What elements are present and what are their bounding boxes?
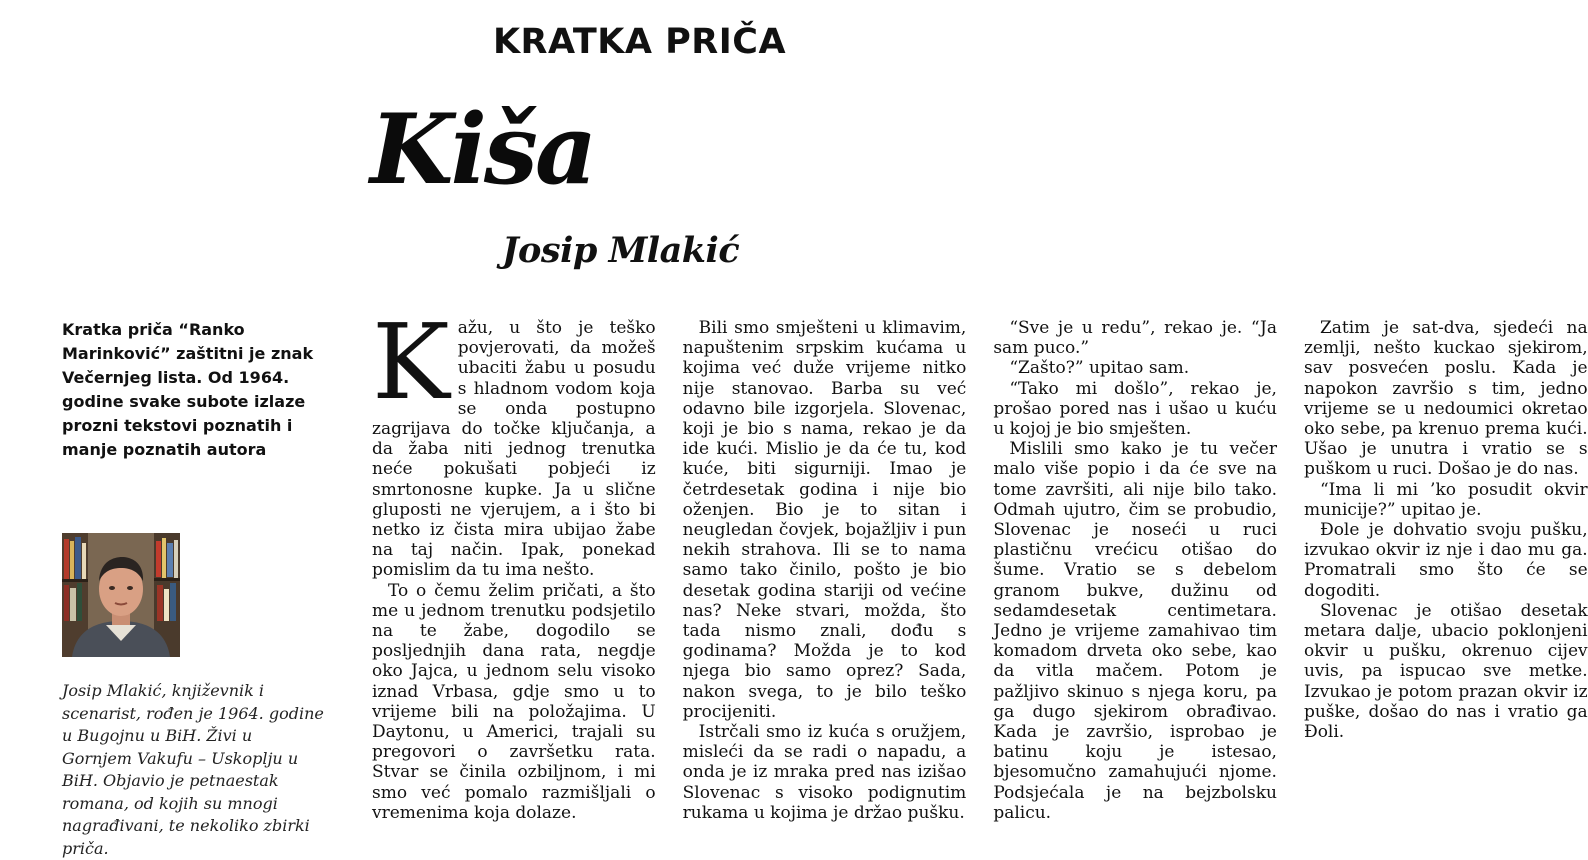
story-title: Kiša	[370, 93, 595, 206]
author-photo	[62, 533, 180, 657]
article-paragraph: Đole je dohvatio svoju pušku, izvukao okvir iz nje i dao mu ga. Promatrali smo što će se dogoditi.	[1303, 520, 1588, 601]
article-paragraph: Zatim je sat-dva, sjedeći na zemlji, nešto kuckao sjekirom, sav posvećen poslu. Kada je napokon završio s tim, jedno vrijeme se u nedoumici okretao oko sebe, pa krenuo prema kući. Ušao je unutra i vratio se s puškom u ruci. Došao je do nas.	[1303, 318, 1588, 480]
article-paragraph: “Tako mi došlo”, rekao je, prošao pored nas i ušao u kuću u kojoj je bio smješten.	[993, 378, 1277, 440]
article-body	[372, 301, 1588, 853]
article-paragraph: Bili smo smješteni u klimavim, napuštenim srpskim kućama u kojima već duže vrijeme nitko nije stanovao. Barba su već odavno bile izgorjela. Slovenac, koji je bio s nama, rekao je da ide kući. Mislio je da će tu, kod kuće, biti sigurniji. Imao je četrdesetak godina i nije bio oženjen. Bio je to sitan i neugledan čovjek, bojažljiv i pun nekih strahova. Ili se to nama samo tako činilo, pošto je bio desetak godina stariji od većine nas? Neke stvari, možda, što tada nismo znali, dođu s godinama? Možda je to kod njega bio samo oprez? Sada, nakon svega, to je bilo teško procijeniti.	[682, 318, 967, 722]
paragraph-text: ažu, u što je teško povjerovati, da možeš ubaciti žabu u posudu s hladnom vodom koja se onda postupno zagrijava do točke ključanja, a da žaba niti jednog trenutka neće pokušati pobjeći iz smrtonosne kupke. Ja u slične gluposti ne vjerujem, a i što bi netko iz čista mira ubijao žabe na taj način. Ipak, ponekad pomislim da tu ima nešto.	[372, 318, 656, 581]
article-paragraph: To o čemu želim pričati, a što me u jednom trenutku podsjetilo na te žabe, dogodilo se posljednjih dana rata, negdje oko Jajca, u jednom selu visoko iznad Vrbasa, gdje smo u to vrijeme bili na položajima. U Daytonu, u Americi, trajali su pregovori o završetku rata. Stvar se činila ozbiljnom, i mi smo već pomalo razmišljali o vremenima koja dolaze.	[372, 580, 656, 823]
author-caption: Josip Mlakić, književnik i scenarist, rođen je 1964. godine u Bugojnu u BiH. Živi u Gornjem Vakufu – Uskoplju u BiH. Objavio je petnaestak romana, od kojih su mnogi nagrađivani, te nekoliko zbirki priča.	[62, 681, 324, 858]
section-label: KRATKA PRIČA	[492, 22, 787, 62]
drop-cap: K	[372, 301, 450, 423]
article-paragraph: “Sve je u redu”, rekao je. “Ja sam puco.”	[993, 318, 1277, 359]
article-paragraph	[372, 301, 656, 581]
article-paragraph: Mislili smo kako je tu večer malo više popio i da će sve na tome završiti, ali nije bilo tako. Odmah ujutro, čim se probudio, Slovenac je noseći u ruci plastičnu vrećicu otišao do šume. Vratio se s debelom granom bukve, dužinu od sedamdesetak centimetara. Jedno je vrijeme zamahivao tim komadom drveta oko sebe, kao da vitla mačem. Potom je pažljivo skinuo s njega koru, pa ga dugo sjekirom obrađivao. Kada je završio, isprobao je batinu koju je istesao, bjesomučno zamahujući njome. Podsjećala je na bejzbolsku palicu.	[993, 439, 1277, 823]
article-paragraph: “Zašto?” upitao sam.	[1009, 358, 1190, 379]
sidebar-intro: Kratka priča “Ranko Marinković” zaštitni je znak Večernjeg lista. Od 1964. godine svake subote izlaze prozni tekstovi poznatih i manje poznatih autora	[62, 320, 314, 459]
story-author: Josip Mlakić	[502, 230, 740, 271]
article-paragraph: Slovenac je otišao desetak metara dalje, ubacio poklonjeni okvir u pušku, okrenuo cijev uvis, pa ispucao sve metke. Izvukao je potom prazan okvir iz puške, došao do nas i vratio ga Đoli.	[1303, 600, 1588, 743]
article-paragraph: Istrčali smo iz kuća s oružjem, misleći da se radi o napadu, a onda je iz mraka pred nas izišao Slovenac s visoko podignutim rukama u kojima je držao pušku.	[682, 722, 967, 823]
article-paragraph: “Ima li mi ’ko posudit okvir municije?” upitao je.	[1303, 479, 1588, 520]
